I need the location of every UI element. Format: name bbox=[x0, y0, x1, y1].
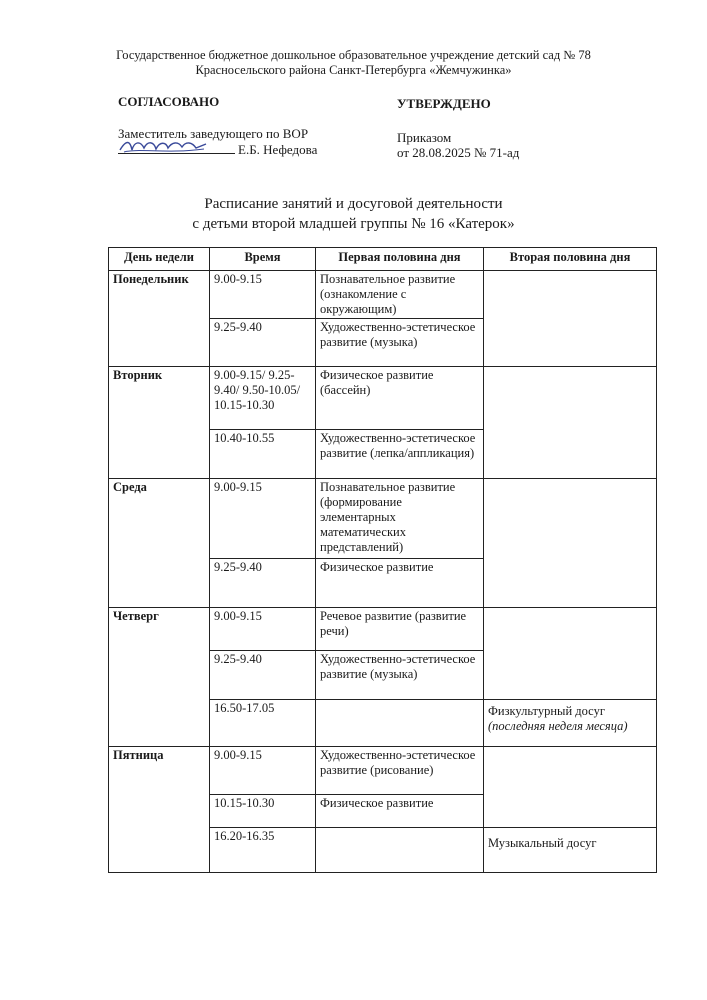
time-cell: 10.40-10.55 bbox=[210, 430, 316, 479]
approved-by-heading: СОГЛАСОВАНО bbox=[118, 94, 220, 109]
table-row bbox=[109, 608, 657, 651]
second-half-cell bbox=[484, 367, 657, 479]
day-wednesday: Среда bbox=[109, 479, 210, 608]
time-cell: 9.25-9.40 bbox=[210, 559, 316, 608]
institution-name-line1: Государственное бюджетное дошкольное образовательное учреждение детский сад № 78 bbox=[116, 48, 591, 62]
day-monday: Понедельник bbox=[109, 271, 210, 367]
order-date-number: от 28.08.2025 № 71-ад bbox=[397, 145, 520, 160]
second-half-cell: Музыкальный досуг bbox=[484, 828, 657, 873]
table-row bbox=[109, 747, 657, 795]
activity-cell: Физическое развитие (бассейн) bbox=[316, 367, 484, 430]
second-half-cell bbox=[484, 700, 657, 747]
activity-cell: Физическое развитие bbox=[316, 559, 484, 608]
header-day: День недели bbox=[109, 248, 210, 271]
day-thursday: Четверг bbox=[109, 608, 210, 747]
second-half-cell bbox=[484, 747, 657, 828]
time-cell: 16.20-16.35 bbox=[210, 828, 316, 873]
activity-note: (последняя неделя месяца) bbox=[488, 719, 628, 733]
approval-heading: УТВЕРЖДЕНО bbox=[397, 96, 491, 111]
header-time: Время bbox=[210, 248, 316, 271]
second-half-cell bbox=[484, 479, 657, 608]
activity-cell: Речевое развитие (развитие речи) bbox=[316, 608, 484, 651]
activity-cell: Физическое развитие bbox=[316, 795, 484, 828]
activity-title: Физкультурный досуг bbox=[488, 704, 605, 718]
time-cell: 9.00-9.15 bbox=[210, 479, 316, 559]
order-label: Приказом bbox=[397, 130, 452, 145]
day-friday: Пятница bbox=[109, 747, 210, 873]
activity-cell: Художественно-эстетическое развитие (рисование) bbox=[316, 747, 484, 795]
document-title-line2: с детьми второй младшей группы № 16 «Катерок» bbox=[192, 216, 515, 232]
activity-cell: Познавательное развитие (ознакомление с окружающим) bbox=[316, 271, 484, 319]
approver-position: Заместитель заведующего по ВОР bbox=[118, 126, 309, 141]
time-cell: 9.00-9.15 bbox=[210, 271, 316, 319]
second-half-cell bbox=[484, 608, 657, 700]
table-row bbox=[109, 271, 657, 319]
time-cell: 16.50-17.05 bbox=[210, 700, 316, 747]
table-row bbox=[109, 367, 657, 430]
time-cell: 9.00-9.15 bbox=[210, 747, 316, 795]
activity-cell: Познавательное развитие (формирование элементарных математических представлений) bbox=[316, 479, 484, 559]
activity-cell: Художественно-эстетическое развитие (музыка) bbox=[316, 319, 484, 367]
time-cell: 9.00-9.15 bbox=[210, 608, 316, 651]
handwritten-signature bbox=[118, 136, 208, 156]
activity-cell: Художественно-эстетическое развитие (лепка/аппликация) bbox=[316, 430, 484, 479]
activity-cell bbox=[316, 700, 484, 747]
table-row bbox=[109, 479, 657, 559]
institution-name-line2: Красносельского района Санкт-Петербурга «Жемчужинка» bbox=[195, 63, 512, 77]
day-tuesday: Вторник bbox=[109, 367, 210, 479]
time-cell: 9.25-9.40 bbox=[210, 319, 316, 367]
second-half-cell bbox=[484, 271, 657, 367]
document-title-line1: Расписание занятий и досуговой деятельности bbox=[204, 196, 503, 212]
activity-cell bbox=[316, 828, 484, 873]
time-cell: 10.15-10.30 bbox=[210, 795, 316, 828]
time-cell: 9.25-9.40 bbox=[210, 651, 316, 700]
header-first-half: Первая половина дня bbox=[316, 248, 484, 271]
schedule-table bbox=[108, 247, 657, 873]
header-second-half: Вторая половина дня bbox=[484, 248, 657, 271]
table-header-row bbox=[109, 248, 657, 271]
approver-name: Е.Б. Нефедова bbox=[238, 142, 318, 157]
time-cell: 9.00-9.15/ 9.25-9.40/ 9.50-10.05/ 10.15-10.30 bbox=[210, 367, 316, 430]
activity-cell: Художественно-эстетическое развитие (музыка) bbox=[316, 651, 484, 700]
